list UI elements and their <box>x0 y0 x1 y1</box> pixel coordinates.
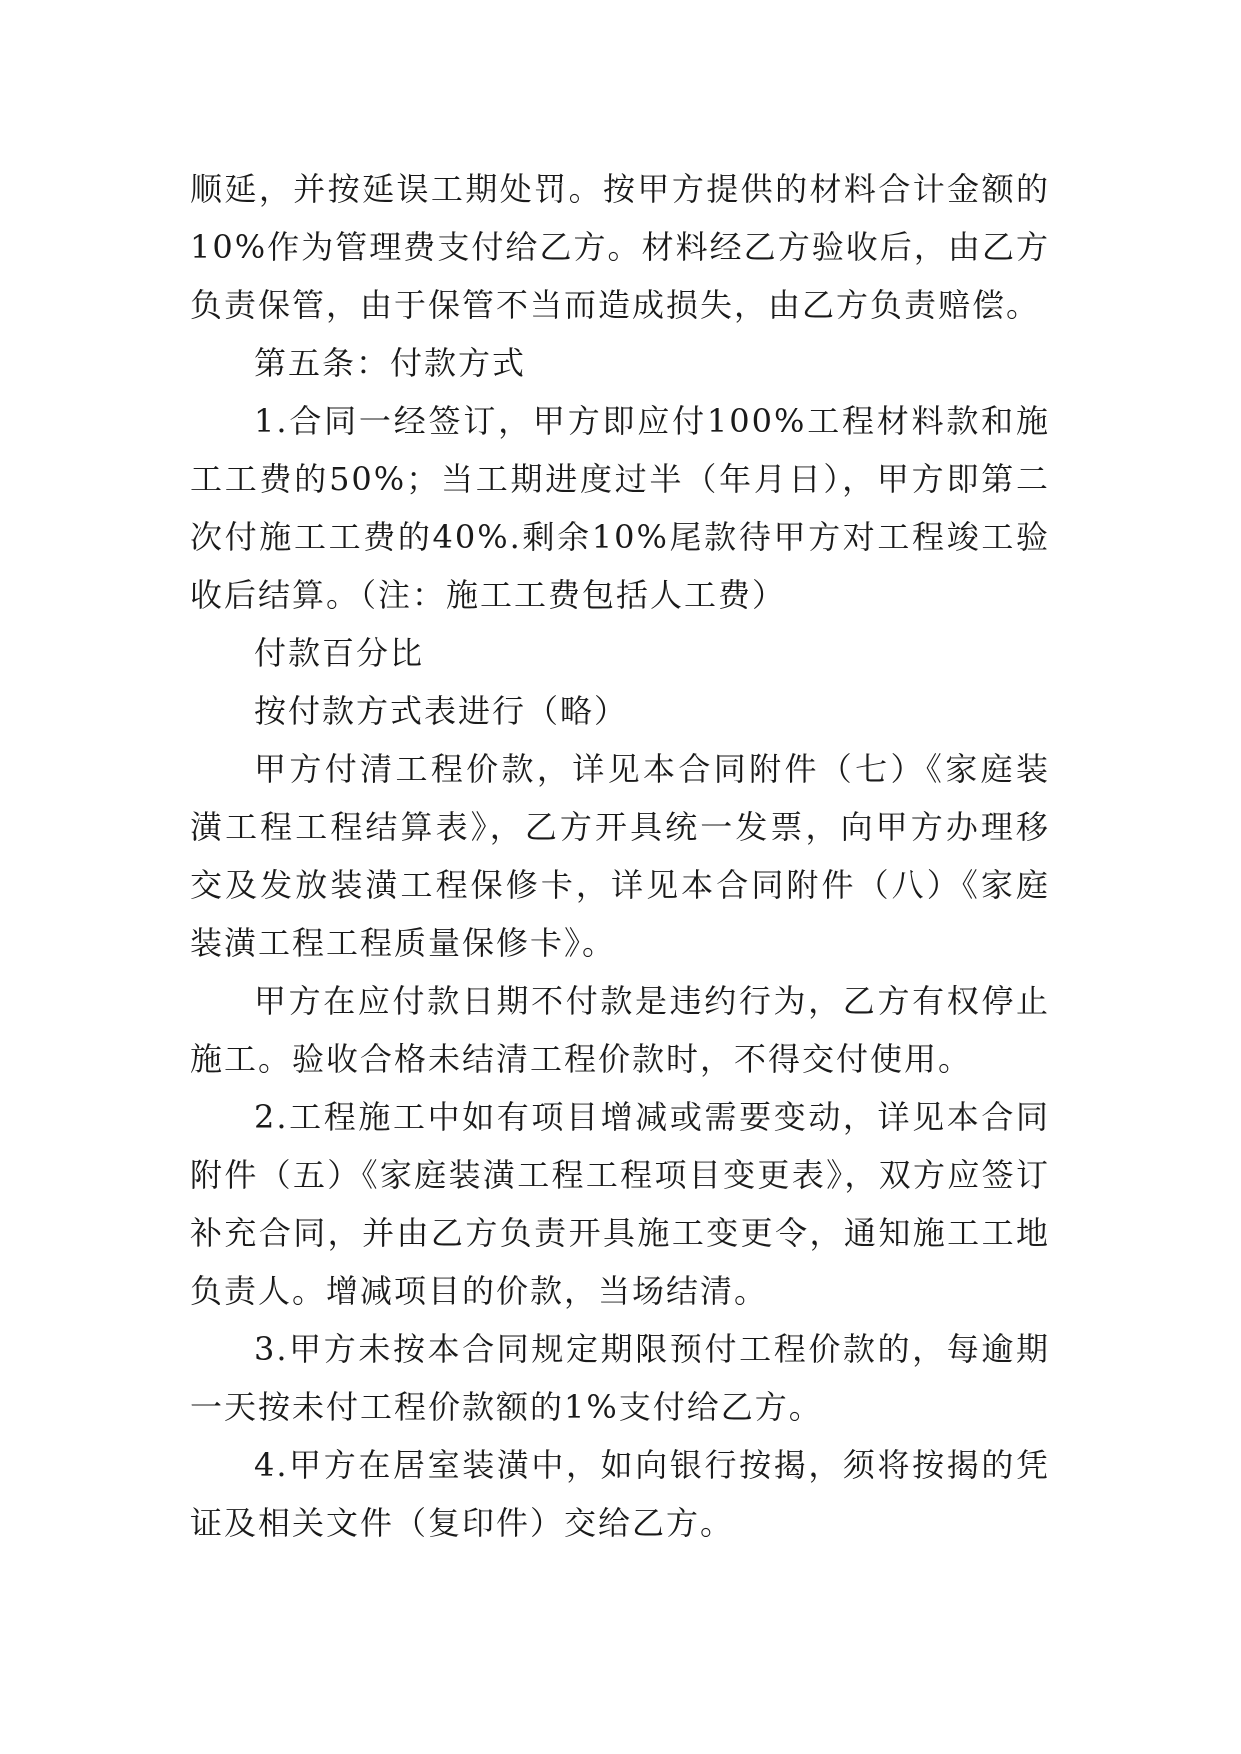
paragraph-payment-table-note: 按付款方式表进行（略） <box>254 692 629 730</box>
paragraph-clause-1: 1.合同一经签订，甲方即应付100%工程材料款和施工工费的50%；当工期进度过半（年月日），甲方即第二次付施工工费的40%.剩余10%尾款待甲方对工程竣工验收后结算。（注：施工工费包括人工费） <box>190 402 1050 614</box>
paragraph-default-payment: 甲方在应付款日期不付款是违约行为，乙方有权停止施工。验收合格未结清工程价款时，不得交付使用。 <box>190 982 1050 1078</box>
document-body <box>190 160 1050 1552</box>
section-heading-article-5: 第五条：付款方式 <box>254 344 527 382</box>
paragraph-payment-percentage: 付款百分比 <box>254 634 425 672</box>
paragraph-clause-2: 2.工程施工中如有项目增减或需要变动，详见本合同附件（五）《家庭装潢工程工程项目变更表》，双方应签订补充合同，并由乙方负责开具施工变更令，通知施工工地负责人。增减项目的价款，当场结清。 <box>190 1098 1050 1310</box>
paragraph-clause-4: 4.甲方在居室装潢中，如向银行按揭，须将按揭的凭证及相关文件（复印件）交给乙方。 <box>190 1446 1050 1542</box>
paragraph-clause-3: 3.甲方未按本合同规定期限预付工程价款的，每逾期一天按未付工程价款额的1%支付给乙方。 <box>190 1330 1050 1426</box>
paragraph-continuation: 顺延，并按延误工期处罚。按甲方提供的材料合计金额的10%作为管理费支付给乙方。材料经乙方验收后，由乙方负责保管，由于保管不当而造成损失，由乙方负责赔偿。 <box>190 170 1050 324</box>
paragraph-settlement: 甲方付清工程价款，详见本合同附件（七）《家庭装潢工程工程结算表》，乙方开具统一发票，向甲方办理移交及发放装潢工程保修卡，详见本合同附件（八）《家庭装潢工程工程质量保修卡》。 <box>190 750 1050 962</box>
